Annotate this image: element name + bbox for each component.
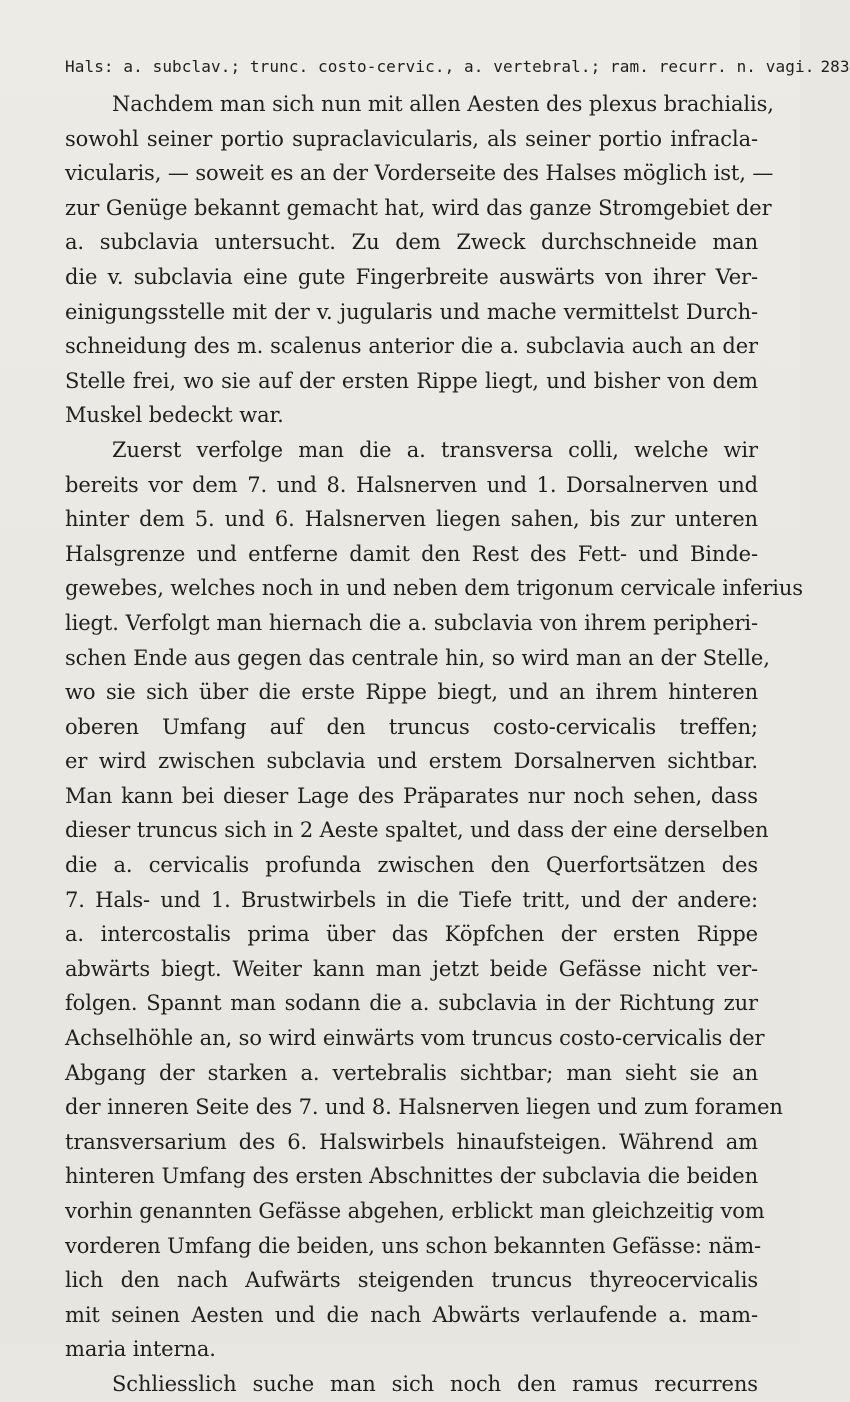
text-line: hinteren Umfang des ersten Abschnittes der subclavia die beiden — [65, 1164, 758, 1189]
text-line: vicularis, — soweit es an der Vorderseite des Halses möglich ist, — — [65, 161, 774, 186]
text-line: liegt. Verfolgt man hiernach die a. subclavia von ihrem peripheri- — [65, 610, 758, 635]
text-line: bereits vor dem 7. und 8. Halsnerven und 1. Dorsalnerven und — [65, 472, 758, 497]
text-line: schen Ende aus gegen das centrale hin, so wird man an der Stelle, — [65, 645, 770, 670]
text-line: sowohl seiner portio supraclavicularis, als seiner portio infracla- — [65, 126, 758, 151]
text-line: gewebes, welches noch in und neben dem trigonum cervicale inferius — [65, 576, 803, 601]
text-line: wo sie sich über die erste Rippe biegt, und an ihrem hinteren — [65, 680, 758, 705]
text-line: vorhin genannten Gefässe abgehen, erblickt man gleichzeitig vom — [65, 1199, 765, 1223]
text-line: er wird zwischen subclavia und erstem Dorsalnerven sichtbar. — [65, 749, 758, 774]
text-line: Muskel bedeckt war. — [65, 403, 284, 428]
text-line: Abgang der starken a. vertebralis sichtbar; man sieht sie an — [65, 1060, 758, 1085]
text-line: folgen. Spannt man sodann die a. subclavia in der Richtung zur — [65, 991, 758, 1016]
text-line: die v. subclavia eine gute Fingerbreite auswärts von ihrer Ver- — [65, 264, 758, 289]
text-line: die a. cervicalis profunda zwischen den Querfortsätzen des — [65, 853, 758, 878]
text-line: maria interna. — [65, 1337, 216, 1362]
text-line: zur Genüge bekannt gemacht hat, wird das ganze Stromgebiet der — [65, 195, 772, 220]
text-line: Zuerst verfolge man die a. transversa colli, welche wir — [112, 437, 758, 462]
text-line: einigungsstelle mit der v. jugularis und mache vermittelst Durch- — [65, 299, 758, 324]
text-line: schneidung des m. scalenus anterior die a. subclavia auch an der — [65, 334, 758, 359]
running-title: Hals: a. subclav.; trunc. costo-cervic., a. vertebral.; ram. recurr. n. vagi. — [65, 57, 815, 76]
text-line: oberen Umfang auf den truncus costo-cervicalis treffen; — [65, 714, 758, 739]
running-head — [65, 56, 850, 78]
text-line: a. subclavia untersucht. Zu dem Zweck durchschneide man — [65, 230, 758, 255]
text-line: Man kann bei dieser Lage des Präparates nur noch sehen, dass — [65, 783, 758, 808]
text-line: 7. Hals- und 1. Brustwirbels in die Tiefe tritt, und der andere: — [65, 887, 758, 912]
page-number: 283 — [820, 57, 850, 76]
text-line: transversarium des 6. Halswirbels hinaufsteigen. Während am — [65, 1129, 758, 1154]
text-line: vorderen Umfang die beiden, uns schon bekannten Gefässe: näm- — [65, 1233, 762, 1258]
text-line: mit seinen Aesten und die nach Abwärts verlaufende a. mam- — [65, 1302, 758, 1327]
text-line: der inneren Seite des 7. und 8. Halsnerven liegen und zum foramen — [65, 1095, 783, 1120]
body-text — [65, 87, 803, 1402]
text-line: dieser truncus sich in 2 Aeste spaltet, und dass der eine derselben — [65, 818, 769, 843]
text-line: Achselhöhle an, so wird einwärts vom truncus costo-cervicalis der — [65, 1026, 765, 1051]
text-line: lich den nach Aufwärts steigenden truncus thyreocervicalis — [65, 1268, 758, 1293]
text-line: Stelle frei, wo sie auf der ersten Rippe liegt, und bisher von dem — [65, 368, 758, 393]
text-line: Nachdem man sich nun mit allen Aesten des plexus brachialis, — [112, 92, 774, 116]
text-line: abwärts biegt. Weiter kann man jetzt beide Gefässe nicht ver- — [65, 956, 758, 981]
text-line: Schliesslich suche man sich noch den ramus recurrens — [112, 1371, 758, 1396]
text-line: hinter dem 5. und 6. Halsnerven liegen sahen, bis zur unteren — [65, 507, 758, 532]
text-line: Halsgrenze und entferne damit den Rest des Fett- und Binde- — [65, 541, 758, 566]
text-line: a. intercostalis prima über das Köpfchen der ersten Rippe — [65, 922, 758, 947]
